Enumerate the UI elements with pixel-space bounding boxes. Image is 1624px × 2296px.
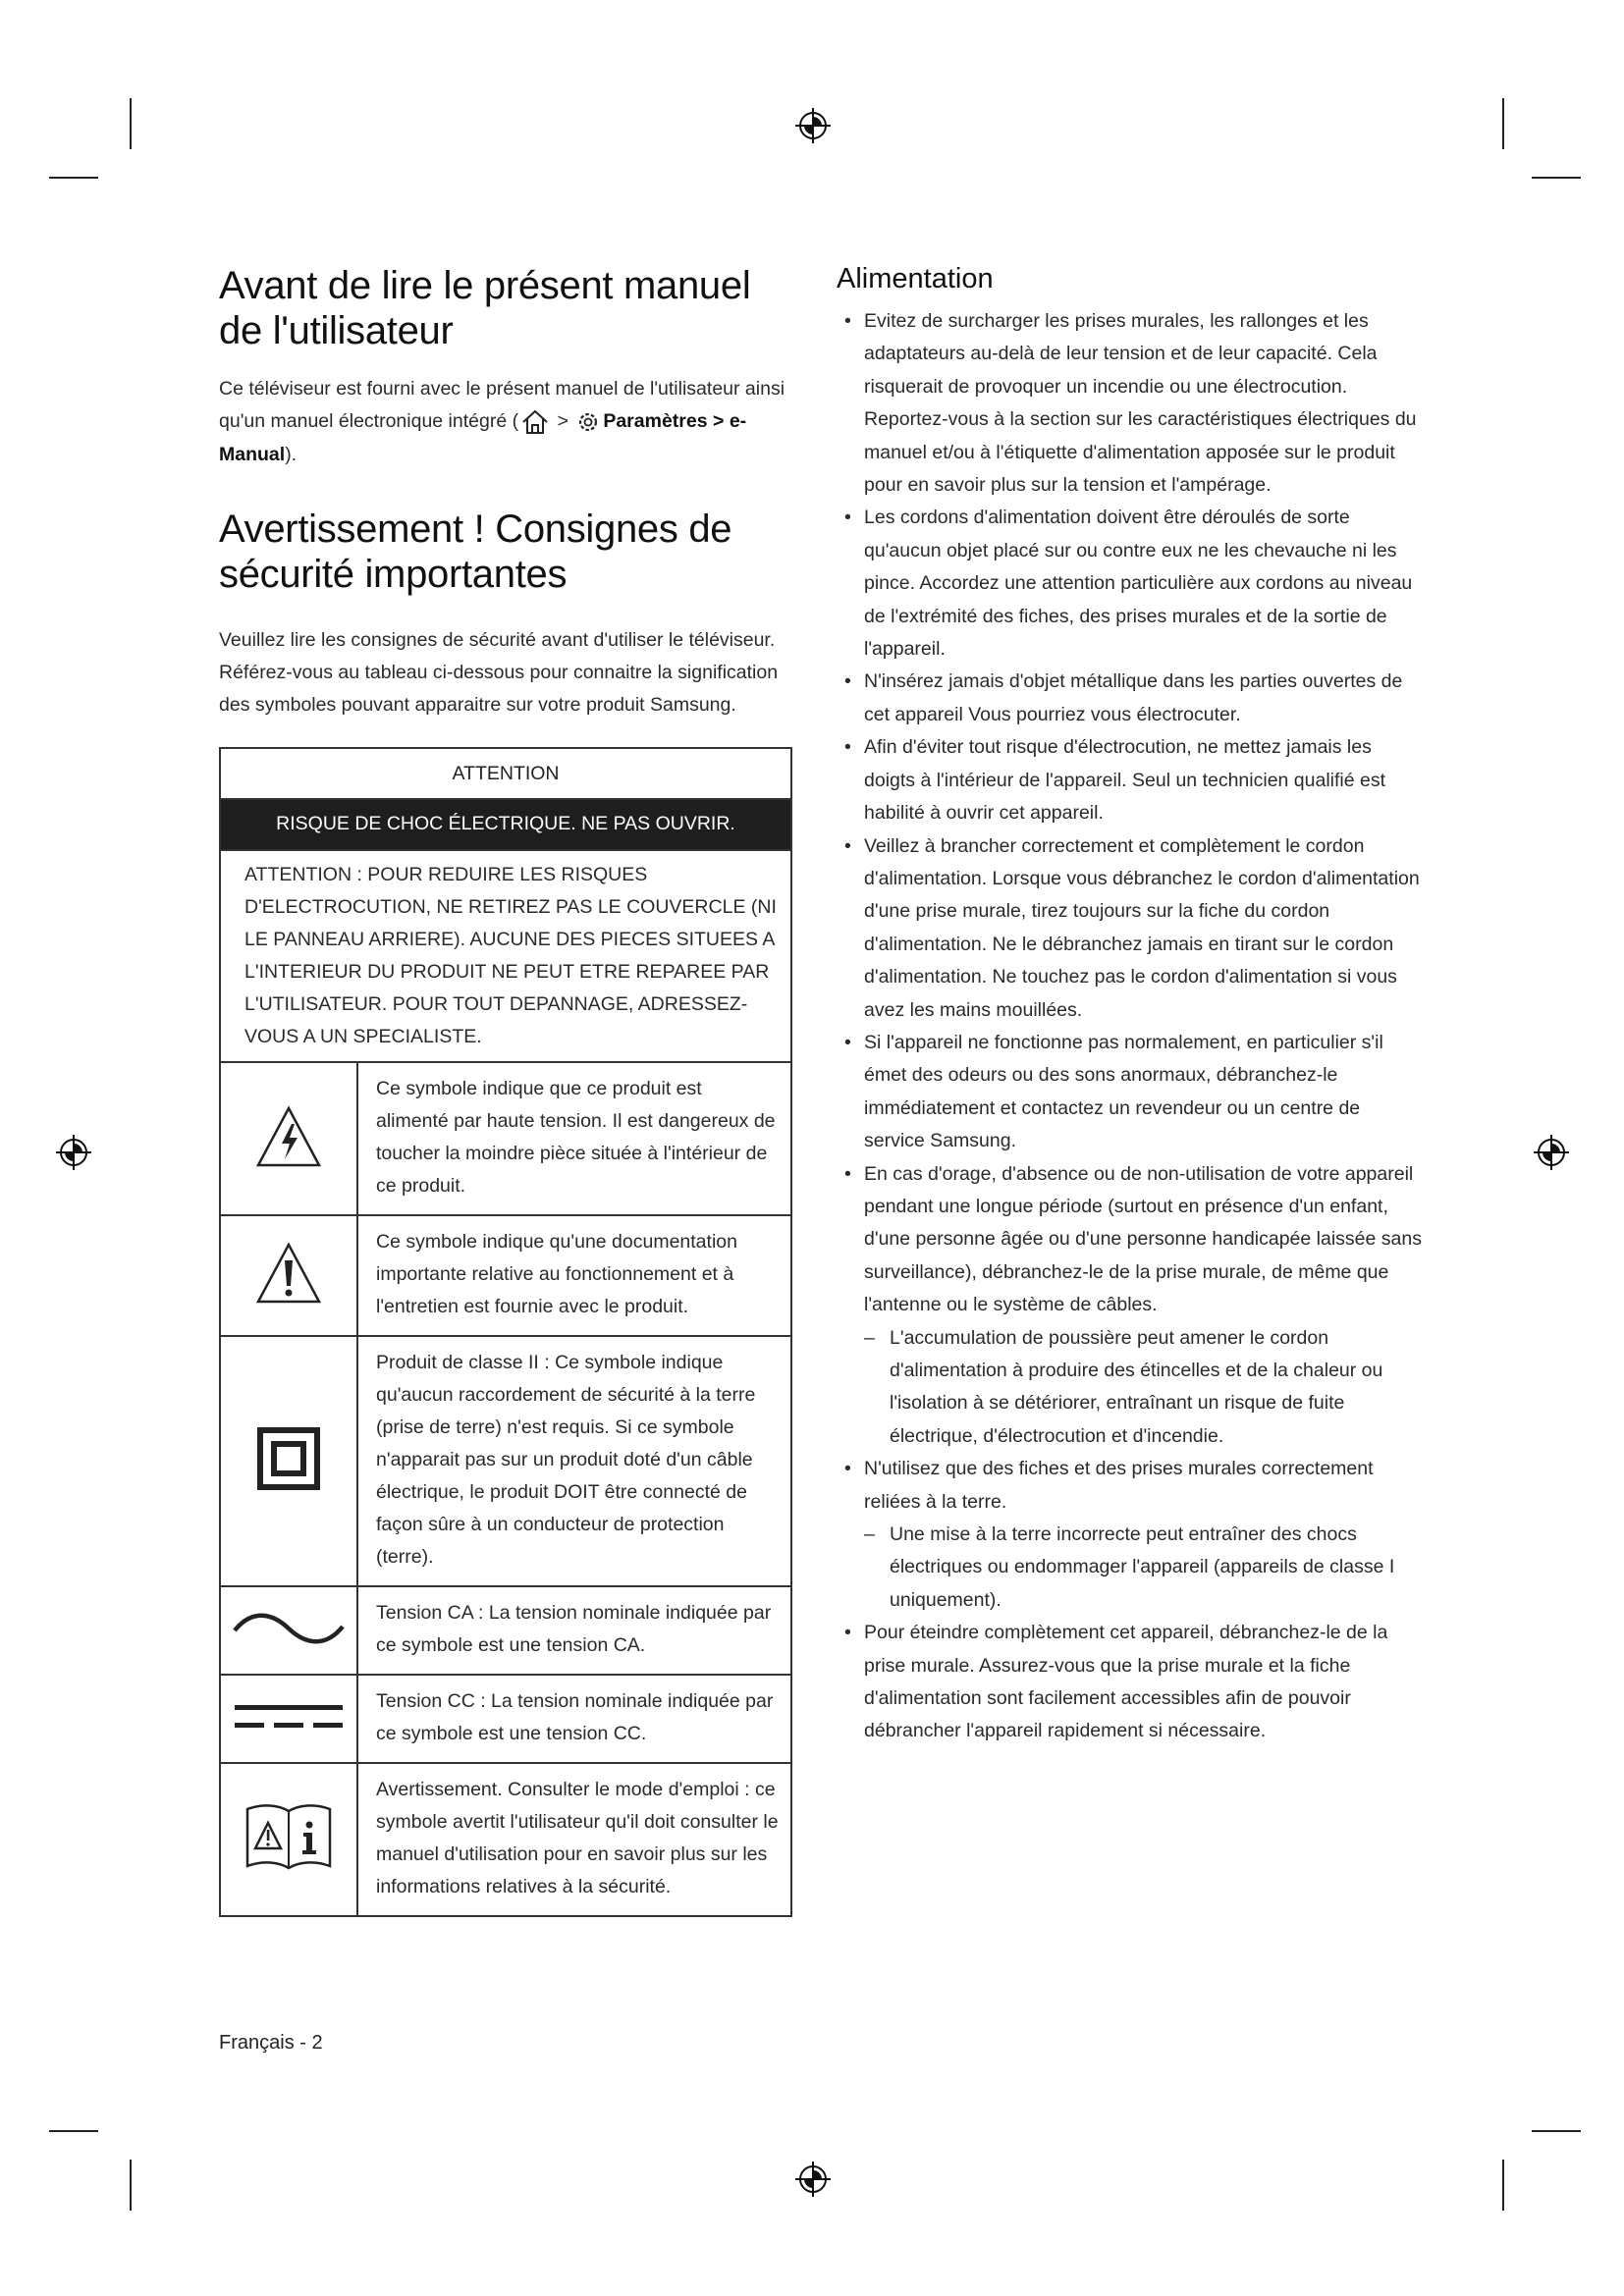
crop-mark <box>49 2130 98 2132</box>
dc-voltage-lines-icon <box>220 1675 357 1763</box>
manual-book-warning-info-icon <box>220 1763 357 1916</box>
list-item: • Si l'appareil ne fonctionne pas normalement, en particulier s'il émet des odeurs ou des sons anormaux, débranchez-le immédiatement et contactez un revendeur ou un centre de service Samsung. <box>837 1027 1426 1158</box>
table-row <box>220 1763 791 1916</box>
power-section-heading: Alimentation <box>837 263 994 294</box>
power-bullet-list <box>837 305 1426 1748</box>
safety-symbols-table <box>219 747 792 1917</box>
list-item: • Veillez à brancher correctement et complètement le cordon d'alimentation. Lorsque vous débranchez le cordon d'alimentation d'une prise murale, tirez toujours sur la fiche du cordon d'alimentation. Ne le débranchez jamais en tirant sur le cordon d'alimentation. Ne touchez pas le cordon d'alimentation si vous avez les mains mouillées. <box>837 830 1426 1027</box>
table-row-description: Tension CC : La tension nominale indiquée par ce symbole est une tension CC. <box>357 1675 791 1763</box>
safety-heading: Avertissement ! Consignes de sécurité importantes <box>219 507 732 596</box>
sub-list-item: – Une mise à la terre incorrecte peut entraîner des chocs électriques ou endommager l'appareil (appareils de classe I uniquement). <box>864 1519 1426 1617</box>
settings-menu-label: Paramètres <box>603 410 708 433</box>
list-item: • N'insérez jamais d'objet métallique dans les parties ouvertes de cet appareil Vous pourriez vous électrocuter. <box>837 666 1426 731</box>
class-ii-double-square-icon <box>220 1336 357 1586</box>
list-item-text: N'utilisez que des fiches et des prises murales correctement reliées à la terre. <box>864 1458 1374 1513</box>
table-row-description: Tension CA : La tension nominale indiquée par ce symbole est une tension CA. <box>357 1586 791 1675</box>
intro-end: ). <box>285 444 298 465</box>
high-voltage-warning-icon <box>220 1062 357 1215</box>
crop-mark <box>1502 2160 1504 2211</box>
list-item: • Afin d'éviter tout risque d'électrocution, ne mettez jamais les doigts à l'intérieur de l'appareil. Seul un technicien qualifié est habilité à ouvrir cet appareil. <box>837 731 1426 829</box>
intro-separator: > <box>552 410 574 433</box>
crop-mark <box>1502 98 1504 149</box>
crop-mark <box>1532 2130 1581 2132</box>
table-row <box>220 1586 791 1675</box>
intro-text: Ce téléviseur est fourni avec le présent manuel de l'utilisateur ainsi qu'un manuel électronique intégré ( <box>219 378 785 433</box>
crop-mark <box>130 2160 132 2211</box>
left-column <box>219 263 795 1917</box>
home-icon <box>518 405 552 439</box>
list-item-text: En cas d'orage, d'absence ou de non-utilisation de votre appareil pendant une longue période (surtout en présence d'un enfant, d'une personne âgée ou d'une personne handicapée laissée sans surveillance), débranchez-le de la prise murale, de même que l'antenne ou le système de câbles. <box>864 1162 1422 1316</box>
ac-voltage-wave-icon <box>220 1586 357 1675</box>
right-column <box>837 263 1426 1748</box>
list-item: • Evitez de surcharger les prises murales, les rallonges et les adaptateurs au-delà de leur tension et de leur capacité. Cela risquerait de provoquer un incendie ou une électrocution. Reportez-vous à la section sur les caractéristiques électriques du manuel et/ou à l'étiquette d'alimentation apposée sur le produit pour en savoir plus sur la tension et l'ampérage. <box>837 305 1426 502</box>
table-row-description: Produit de classe II : Ce symbole indique qu'aucun raccordement de sécurité à la terre (prise de terre) n'est requis. Si ce symbole n'apparait pas sur un produit doté d'un câble électrique, le produit DOIT être connecté de façon sûre à un conducteur de protection (terre). <box>357 1336 791 1586</box>
registration-mark-icon <box>1532 1133 1571 1172</box>
registration-mark-icon <box>793 2160 833 2199</box>
table-row <box>220 1675 791 1763</box>
table-row <box>220 1062 791 1215</box>
emanual-menu-label: e-Manual <box>219 410 747 465</box>
crop-mark <box>130 98 132 149</box>
manual-intro-heading: Avant de lire le présent manuel de l'utilisateur <box>219 264 751 352</box>
table-row <box>220 1215 791 1336</box>
registration-mark-icon <box>793 106 833 145</box>
table-row-description: Ce symbole indique qu'une documentation importante relative au fonctionnement et à l'entretien est fournie avec le produit. <box>357 1215 791 1336</box>
exclamation-warning-icon <box>220 1215 357 1336</box>
list-item <box>837 1453 1426 1617</box>
attention-title: ATTENTION <box>220 748 791 799</box>
table-row-description: Ce symbole indique que ce produit est alimenté par haute tension. Il est dangereux de toucher la moindre pièce située à l'intérieur de ce produit. <box>357 1062 791 1215</box>
page-number: Français - 2 <box>219 2032 323 2054</box>
list-item <box>837 1158 1426 1454</box>
safety-intro-paragraph: Veuillez lire les consignes de sécurité avant d'utiliser le téléviseur. Référez-vous au tableau ci-dessous pour connaitre la signification des symboles pouvant apparaitre sur votre produit Samsung. <box>219 629 779 716</box>
registration-mark-icon <box>54 1133 93 1172</box>
list-item: • Pour éteindre complètement cet appareil, débranchez-le de la prise murale. Assurez-vous que la prise murale et la fiche d'alimentation sont facilement accessibles afin de pouvoir débrancher l'appareil rapidement si nécessaire. <box>837 1617 1426 1748</box>
electric-shock-banner: RISQUE DE CHOC ÉLECTRIQUE. NE PAS OUVRIR. <box>220 799 791 850</box>
gear-icon <box>573 407 603 437</box>
table-row-description: Avertissement. Consulter le mode d'emploi : ce symbole avertit l'utilisateur qu'il doit consulter le manuel d'utilisation pour en savoir plus sur les informations relatives à la sécurité. <box>357 1763 791 1916</box>
intro-separator: > <box>707 410 730 433</box>
attention-text: ATTENTION : POUR REDUIRE LES RISQUES D'ELECTROCUTION, NE RETIREZ PAS LE COUVERCLE (NI LE PANNEAU ARRIERE). AUCUNE DES PIECES SITUEES A L'INTERIEUR DU PRODUIT NE PEUT ETRE REPAREE PAR L'UTILISATEUR. POUR TOUT DEPANNAGE, ADRESSEZ-VOUS A UN SPECIALISTE. <box>220 850 791 1062</box>
manual-intro-paragraph <box>219 373 795 471</box>
crop-mark <box>1532 177 1581 179</box>
crop-mark <box>49 177 98 179</box>
table-row <box>220 1336 791 1586</box>
list-item: • Les cordons d'alimentation doivent être déroulés de sorte qu'aucun objet placé sur ou contre eux ne les chevauche ni les pince. Accordez une attention particulière aux cordons au niveau de l'extrémité des fiches, des prises murales et de la sortie de l'appareil. <box>837 502 1426 666</box>
sub-list-item: – L'accumulation de poussière peut amener le cordon d'alimentation à produire des étincelles et de la chaleur ou l'isolation à se détériorer, entraînant un risque de fuite électrique, d'électrocution et d'incendie. <box>864 1322 1426 1454</box>
